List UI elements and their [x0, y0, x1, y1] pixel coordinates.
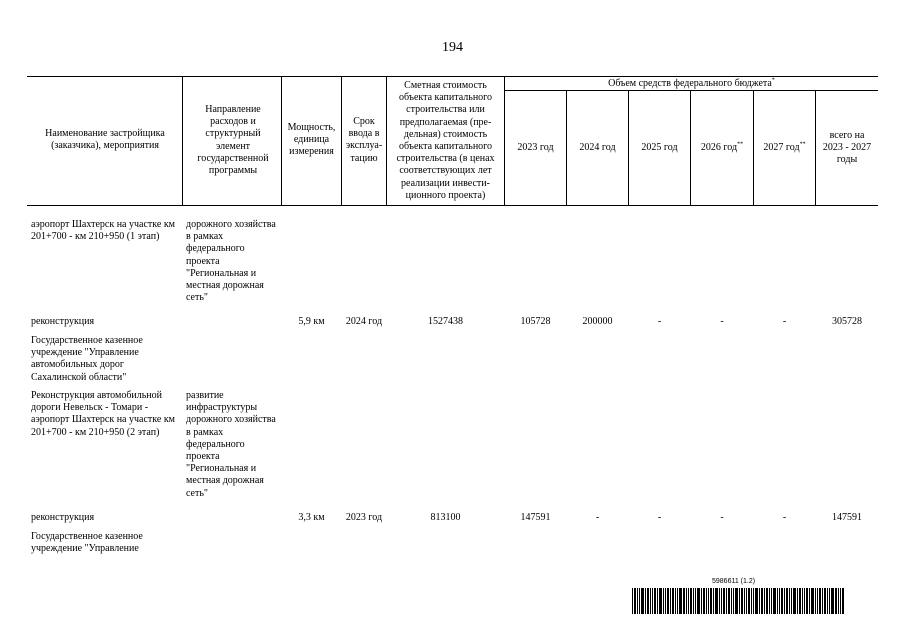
row-y2025: - — [657, 512, 662, 523]
barcode-stripe — [799, 588, 801, 614]
row-capacity: 5,9 км — [298, 316, 325, 327]
barcode-stripe — [779, 588, 780, 614]
header-federal-budget-label: Объем средств федерального бюджета — [608, 78, 772, 89]
barcode-stripe — [809, 588, 810, 614]
header-direction: Направление расходов и структурный элемент государственной программы — [197, 104, 269, 177]
barcode-stripe — [686, 588, 687, 614]
row-term: 2023 год — [345, 512, 383, 523]
barcode-stripe — [793, 588, 796, 614]
header-term: Срок ввода в эксплуа-тацию — [345, 116, 383, 164]
barcode-stripe — [835, 588, 837, 614]
barcode-stripe — [706, 588, 707, 614]
barcode-stripe — [791, 588, 792, 614]
barcode-stripe — [637, 588, 638, 614]
barcode-stripe — [721, 588, 722, 614]
row-y2025: - — [657, 316, 662, 327]
barcode-stripe — [650, 588, 651, 614]
barcode-stripe — [797, 588, 798, 614]
row-cost: 1527438 — [428, 316, 463, 327]
col-divider — [341, 76, 342, 206]
barcode-stripe — [719, 588, 720, 614]
barcode-stripe — [645, 588, 646, 614]
page-number: 194 — [442, 40, 463, 55]
header-year-2027: 2027 год** — [763, 141, 806, 153]
row-y2027: - — [782, 316, 787, 327]
barcode-stripe — [688, 588, 689, 614]
barcode — [632, 588, 882, 614]
barcode-stripe — [703, 588, 705, 614]
barcode-stripe — [679, 588, 682, 614]
barcode-stripe — [693, 588, 694, 614]
barcode-label: 5986611 (1.2) — [712, 578, 756, 585]
barcode-stripe — [683, 588, 685, 614]
barcode-stripe — [781, 588, 783, 614]
barcode-stripe — [710, 588, 712, 614]
col-divider — [182, 76, 183, 206]
barcode-stripe — [777, 588, 778, 614]
row-total: 147591 — [832, 512, 862, 523]
row-name: аэропорт Шахтерск на участке км 201+700 - км 210+950 (1 этап) — [31, 219, 176, 243]
barcode-stripe — [784, 588, 785, 614]
barcode-stripe — [764, 588, 765, 614]
barcode-stripe — [665, 588, 666, 614]
barcode-stripe — [746, 588, 747, 614]
barcode-stripe — [822, 588, 823, 614]
barcode-stripe — [632, 588, 633, 614]
barcode-stripe — [701, 588, 702, 614]
barcode-stripe — [831, 588, 834, 614]
row-term: 2024 год — [345, 316, 383, 327]
barcode-stripe — [838, 588, 839, 614]
barcode-stripe — [654, 588, 656, 614]
header-cost: Сметная стоимость объекта капитального строительства или предполагаемая (пре-дельная) стоимость объекта капитального строительства (в ценах соответствующих лет реализации инвести-ционного проекта) — [396, 80, 495, 201]
barcode-stripe — [815, 588, 816, 614]
row-cost: 813100 — [430, 512, 461, 523]
row-name: Государственное казенное учреждение "Управление автомобильных дорог Сахалинской области" — [31, 335, 143, 383]
footnote-mark: * — [771, 77, 775, 84]
header-bottom-rule — [27, 205, 878, 206]
header-year-2026: 2026 год** — [700, 141, 744, 153]
header-name: Наименование застройщика (заказчика), мероприятия — [45, 128, 165, 152]
header-total: всего на 2023 - 2027 годы — [822, 130, 872, 166]
barcode-stripe — [690, 588, 692, 614]
header-federal-budget — [505, 78, 878, 90]
barcode-stripe — [751, 588, 752, 614]
row-y2023: 147591 — [520, 512, 551, 523]
barcode-stripe — [761, 588, 763, 614]
barcode-stripe — [731, 588, 732, 614]
col-divider — [815, 90, 816, 206]
barcode-stripe — [748, 588, 750, 614]
barcode-stripe — [811, 588, 814, 614]
barcode-stripe — [744, 588, 745, 614]
row-y2024: - — [595, 512, 600, 523]
barcode-stripe — [806, 588, 808, 614]
barcode-stripe — [842, 588, 844, 614]
barcode-stripe — [677, 588, 678, 614]
barcode-stripe — [670, 588, 671, 614]
barcode-stripe — [802, 588, 803, 614]
barcode-stripe — [667, 588, 669, 614]
barcode-stripe — [726, 588, 727, 614]
header-year-2023: 2023 год — [517, 142, 554, 153]
barcode-stripe — [652, 588, 653, 614]
barcode-stripe — [827, 588, 828, 614]
header-year-2024: 2024 год — [579, 142, 616, 153]
col-divider — [281, 76, 282, 206]
row-y2023: 105728 — [520, 316, 551, 327]
barcode-stripe — [735, 588, 738, 614]
row-y2024: 200000 — [582, 316, 613, 327]
barcode-stripe — [840, 588, 841, 614]
barcode-stripe — [786, 588, 788, 614]
barcode-stripe — [755, 588, 758, 614]
barcode-stripe — [697, 588, 700, 614]
barcode-stripe — [659, 588, 662, 614]
barcode-stripe — [708, 588, 709, 614]
row-y2026: - — [720, 512, 724, 523]
row-name: реконструкция — [31, 512, 95, 523]
barcode-stripe — [819, 588, 821, 614]
barcode-stripe — [695, 588, 696, 614]
header-top-rule — [27, 76, 878, 77]
barcode-stripe — [639, 588, 640, 614]
barcode-stripe — [741, 588, 743, 614]
barcode-stripe — [824, 588, 826, 614]
row-capacity: 3,3 км — [298, 512, 325, 523]
barcode-stripe — [753, 588, 754, 614]
col-divider — [386, 76, 387, 206]
barcode-stripe — [759, 588, 760, 614]
row-direction: развитие инфраструктуры дорожного хозяйства в рамках федерального проекта "Региональная и местная дорожная сеть" — [186, 390, 276, 499]
barcode-stripe — [804, 588, 805, 614]
barcode-stripe — [713, 588, 714, 614]
barcode-stripe — [641, 588, 644, 614]
barcode-stripe — [675, 588, 676, 614]
col-divider — [504, 76, 505, 206]
barcode-stripe — [766, 588, 768, 614]
row-direction: дорожного хозяйства в рамках федерального проекта "Региональная и местная дорожная сеть" — [186, 219, 276, 304]
barcode-stripe — [663, 588, 664, 614]
row-name: Государственное казенное учреждение "Управление — [31, 531, 143, 555]
barcode-stripe — [817, 588, 818, 614]
barcode-stripe — [672, 588, 674, 614]
header-capacity: Мощность, единица измерения — [287, 122, 336, 158]
row-y2027: - — [782, 512, 787, 523]
barcode-stripe — [728, 588, 730, 614]
barcode-stripe — [657, 588, 658, 614]
barcode-stripe — [723, 588, 725, 614]
barcode-stripe — [829, 588, 830, 614]
barcode-stripe — [634, 588, 636, 614]
row-name: Реконструкция автомобильной дороги Невельск - Томари - аэропорт Шахтерск на участке км 201+700 - км 210+950 (2 этап) — [31, 390, 176, 438]
row-total: 305728 — [832, 316, 862, 327]
barcode-stripe — [773, 588, 776, 614]
barcode-stripe — [647, 588, 649, 614]
barcode-stripe — [769, 588, 770, 614]
header-year-2025: 2025 год — [641, 142, 678, 153]
barcode-stripe — [733, 588, 734, 614]
row-name: реконструкция — [31, 316, 95, 327]
barcode-stripe — [715, 588, 718, 614]
barcode-stripe — [739, 588, 740, 614]
row-y2026: - — [720, 316, 724, 327]
barcode-stripe — [771, 588, 772, 614]
barcode-stripe — [789, 588, 790, 614]
